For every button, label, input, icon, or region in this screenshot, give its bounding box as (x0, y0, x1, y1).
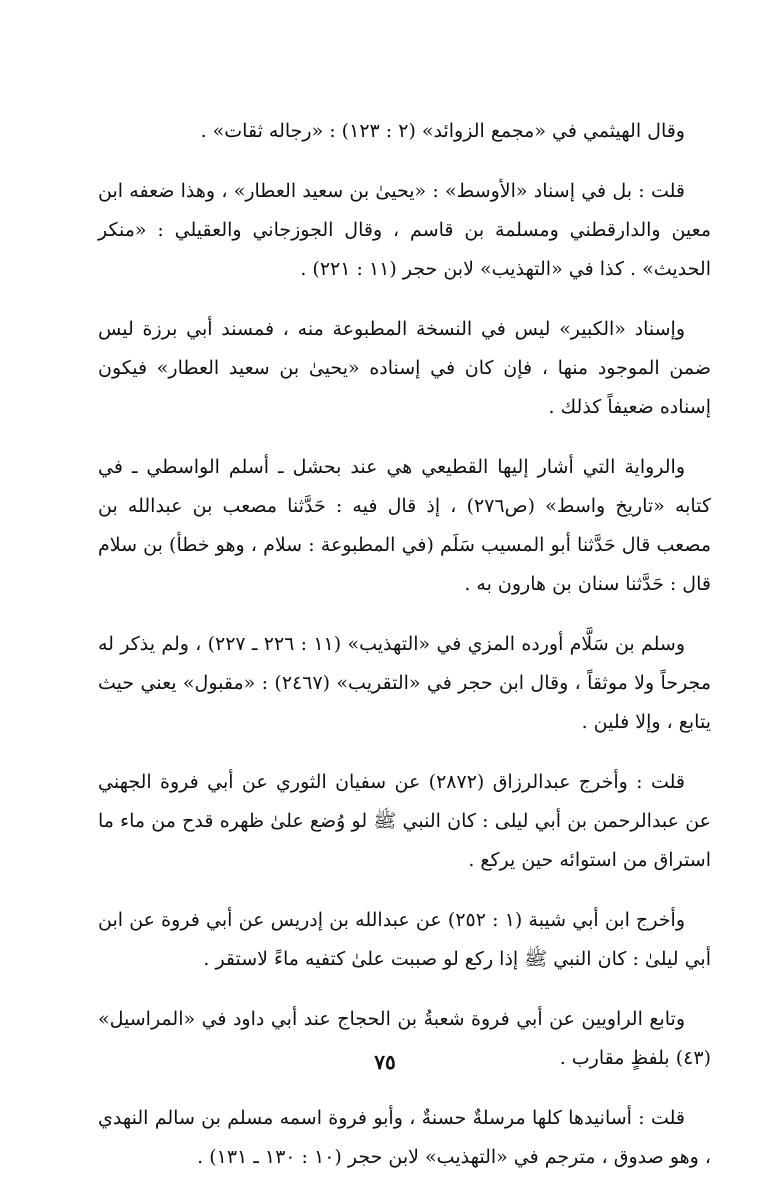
paragraph-shuba-mutaba: وتابع الراويين عن أبي فروة شعبةُ بن الحجاج عند أبي داود في «المراسيل» (٤٣) بلفظٍ مقارب . (98, 1008, 711, 1069)
paragraph-abdurrazzaq: قلت : وأخرج عبدالرزاق (٢٨٧٢) عن سفيان الثوري عن أبي فروة الجهني عن عبدالرحمن بن أبي ليلى : كان النبي ﷺ لو وُضع علىٰ ظهره قدح من ماء ما استراق من استوائه حين يركع . (98, 771, 711, 871)
paragraph-haythami: وقال الهيثمي في «مجمع الزوائد» (٢ : ١٢٣) : «رجاله ثقات» . (200, 120, 685, 142)
paragraph-kabir-isnad: وإسناد «الكبير» ليس في النسخة المطبوعة منه ، فمسند أبي برزة ليس ضمن الموجود منها ، فإن كان في إسناده «يحيىٰ بن سعيد العطار» فيكون إسناده ضعيفاً كذلك . (98, 318, 711, 418)
paragraph-asanid-conclusion: قلت : أسانيدها كلها مرسلةٌ حسنةٌ ، وأبو فروة اسمه مسلم بن سالم النهدي ، وهو صدوق ، مترجم في «التهذيب» لابن حجر (١٠ : ١٣٠ ـ ١٣١) . (98, 1107, 711, 1168)
page-body (98, 112, 711, 1198)
paragraph-ibn-abi-shayba: وأخرج ابن أبي شيبة (١ : ٢٥٢) عن عبدالله بن إدريس عن أبي فروة عن ابن أبي ليلىٰ : كان النبي ﷺ إذا ركع لو صببت علىٰ كتفيه ماءً لاستقر . (98, 909, 711, 970)
paragraph-wasit-riwaya: والرواية التي أشار إليها القطيعي هي عند بحشل ـ أسلم الواسطي ـ في كتابه «تاريخ واسط» (ص٢٧٦) ، إذ قال فيه : حَدَّثنا مصعب بن عبدالله بن مصعب قال حَدَّثنا أبو المسيب سَلَم (في المطبوعة : سلام ، وهو خطأ) بن سلام قال : حَدَّثنا سنان بن هارون به . (98, 456, 711, 595)
paragraph-salm-bin-sallam: وسلم بن سَلَّام أورده المزي في «التهذيب» (١١ : ٢٢٦ ـ ٢٢٧) ، ولم يذكر له مجرحاً ولا موثقاً ، وقال ابن حجر في «التقريب» (٢٤٦٧) : «مقبول» يعني حيث يتابع ، وإلا فلين . (98, 633, 712, 733)
paragraph-awsat-isnad: قلت : بل في إسناد «الأوسط» : «يحيىٰ بن سعيد العطار» ، وهذا ضعفه ابن معين والدارقطني ومسلمة بن قاسم ، وقال الجوزجاني والعقيلي : «منكر الحديث» . كذا في «التهذيب» لابن حجر (١١ : ٢٢١) . (98, 180, 711, 280)
page-number: ٧٥ (374, 1050, 396, 1074)
